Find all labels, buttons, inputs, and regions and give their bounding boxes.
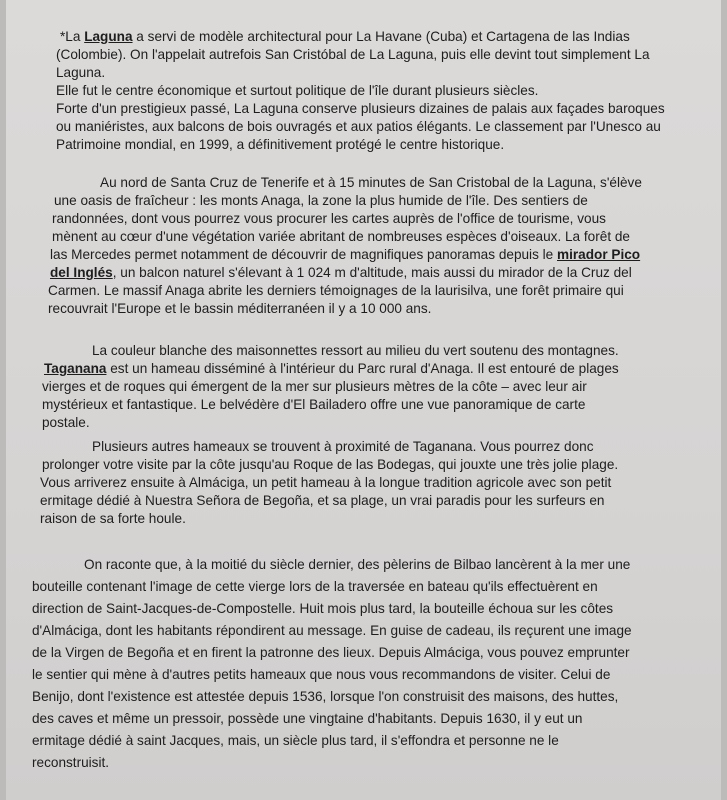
text-line: postale. xyxy=(42,415,90,430)
text-line: prolonger votre visite par la côte jusqu'au Roque de las Bodegas, qui jouxte une très jolie plage. xyxy=(42,457,619,472)
text-line: La couleur blanche des maisonnettes ressort au milieu du vert soutenu des montagnes. xyxy=(92,343,619,358)
underlined-term: Laguna xyxy=(84,29,133,44)
text-line: Forte d'un prestigieux passé, La Laguna conserve plusieurs dizaines de palais aux façades baroques xyxy=(56,101,665,116)
text-line: randonnées, dont vous pourrez vous procurer les cartes auprès de l'office de tourisme, vous xyxy=(52,211,606,226)
text-line xyxy=(44,360,619,378)
underlined-term: mirador Pico xyxy=(557,247,641,262)
text-line: le sentier qui mène à d'autres petits hameaux que nous vous recommandons de visiter. Celui de xyxy=(32,667,611,682)
text-line: direction de Saint-Jacques-de-Compostelle. Huit mois plus tard, la bouteille échoua sur les côtes xyxy=(32,601,614,616)
page-right-edge xyxy=(721,0,727,800)
text-line: Au nord de Santa Cruz de Tenerife et à 15 minutes de San Cristobal de la Laguna, s'élève xyxy=(100,175,642,190)
text-line: Plusieurs autres hameaux se trouvent à proximité de Taganana. Vous pourrez donc xyxy=(92,439,594,454)
text-line xyxy=(50,264,632,282)
text-line: Vous arriverez ensuite à Almáciga, un petit hameau à la longue tradition agricole avec son petit xyxy=(40,475,612,490)
text-line: ou maniéristes, aux balcons de bois ouvragés et aux patios élégants. Le classement par l'Unesco au xyxy=(56,119,661,134)
text-line: Laguna. xyxy=(56,65,106,80)
text-line: d'Almáciga, dont les habitants répondirent au message. En guise de cadeau, ils reçurent une image xyxy=(32,623,632,638)
text-line: mènent au cœur d'une végétation variée abritant de nombreuses espèces d'oiseaux. La forêt de xyxy=(52,229,630,244)
text-line: recouvrait l'Europe et le bassin méditerranéen il y a 10 000 ans. xyxy=(48,301,432,316)
text-run: las Mercedes permet notamment de découvrir de magnifiques panoramas depuis le xyxy=(50,247,558,262)
text-line: de la Virgen de Begoña et en firent la patronne des lieux. Depuis Almáciga, vous pouvez emprunter xyxy=(32,645,630,660)
text-run: est un hameau disséminé à l'intérieur du Parc rural d'Anaga. Il est entouré de plages xyxy=(106,361,619,376)
text-line: Benijo, dont l'existence est attestée depuis 1536, lorsque l'on construisit des maisons, des huttes, xyxy=(32,689,619,704)
text-line: des caves et même un pressoir, possède une vingtaine d'habitants. Depuis 1630, il y eut un xyxy=(32,711,583,726)
text-line: Patrimoine mondial, en 1999, a définitivement protégé le centre historique. xyxy=(56,137,505,152)
text-line: vierges et de roques qui émergent de la mer sur plusieurs mètres de la côte – avec leur air xyxy=(42,379,587,394)
text-line xyxy=(60,28,630,46)
text-line: raison de sa forte houle. xyxy=(40,511,186,526)
text-line: ermitage dédié à Nuestra Señora de Begoña, et sa plage, un vrai paradis pour les surfeurs en xyxy=(40,493,605,508)
text-run: *La xyxy=(60,29,85,44)
underlined-term: Taganana xyxy=(44,361,107,376)
text-line: bouteille contenant l'image de cette vierge lors de la traversée en bateau qu'ils effectuèrent en xyxy=(32,579,598,594)
text-run: , un balcon naturel s'élevant à 1 024 m d'altitude, mais aussi du mirador de la Cruz del xyxy=(112,265,632,280)
text-run: a servi de modèle architectural pour La Havane (Cuba) et Cartagena de las Indias xyxy=(132,29,630,44)
text-line: Elle fut le centre économique et surtout politique de l'île durant plusieurs siècles. xyxy=(56,83,539,98)
text-line xyxy=(50,246,640,264)
text-line: (Colombie). On l'appelait autrefois San Cristóbal de La Laguna, puis elle devint tout simplement La xyxy=(56,47,650,62)
underlined-term: del Inglés xyxy=(50,265,113,280)
text-line: On raconte que, à la moitié du siècle dernier, des pèlerins de Bilbao lancèrent à la mer une xyxy=(84,557,631,572)
text-line: Carmen. Le massif Anaga abrite les derniers témoignages de la laurisilva, une forêt primaire qui xyxy=(48,283,624,298)
text-line: mystérieux et fantastique. Le belvédère d'El Bailadero offre une vue panoramique de carte xyxy=(42,397,586,412)
text-line: une oasis de fraîcheur : les monts Anaga, la zone la plus humide de l'île. Des sentiers de xyxy=(54,193,588,208)
page-left-edge xyxy=(0,0,6,800)
text-line: ermitage dédié à saint Jacques, mais, un siècle plus tard, il s'effondra et personne ne le xyxy=(32,733,559,748)
text-line: reconstruisit. xyxy=(32,755,110,770)
